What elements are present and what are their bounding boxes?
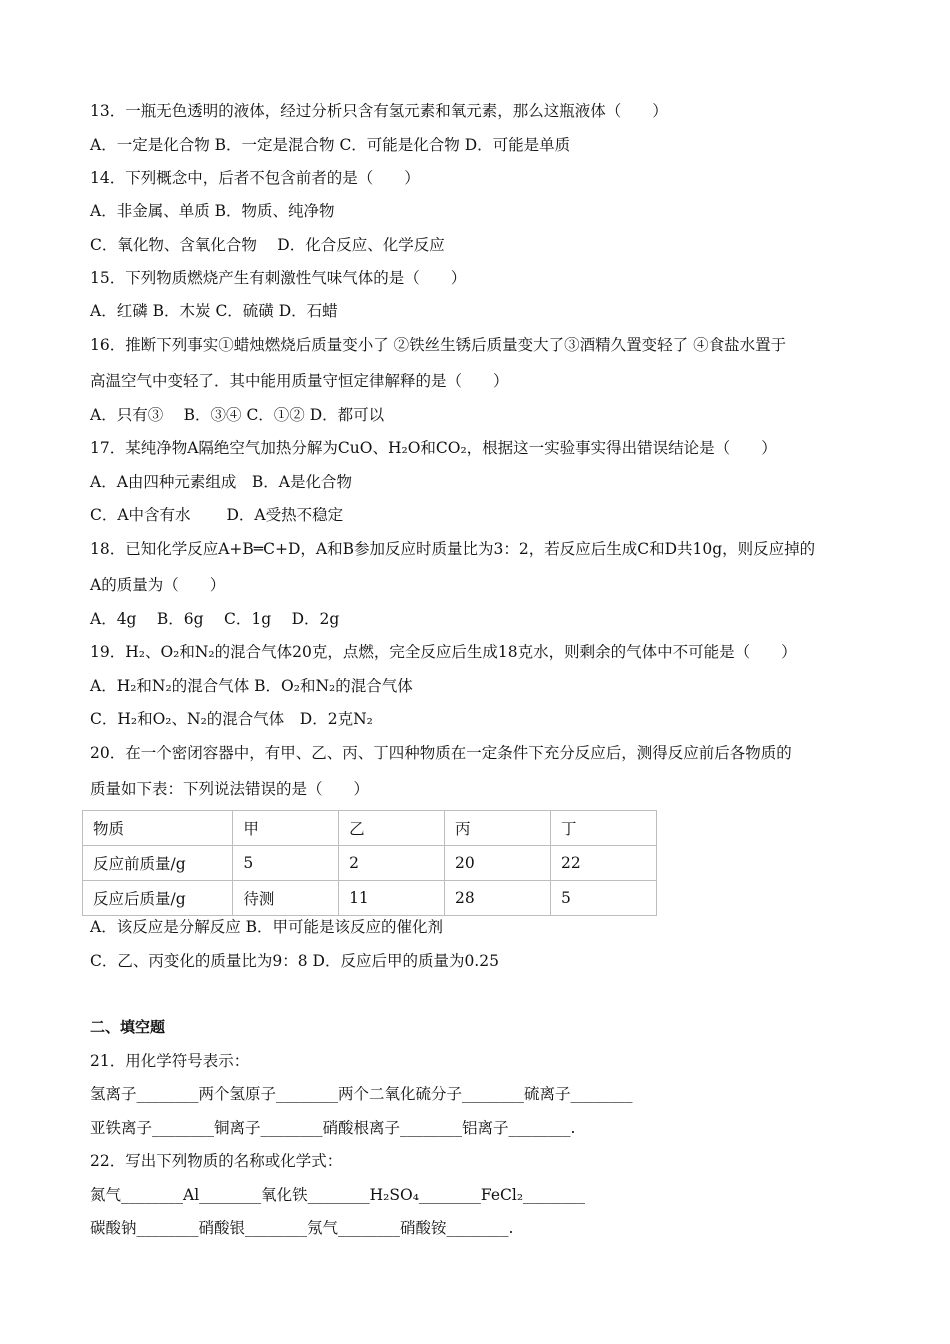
table-cell: 2 (339, 846, 445, 881)
table-cell: 28 (445, 881, 551, 916)
q22-blanks-line-1: 氮气________Al________氧化铁________H₂SO₄________FeCl₂________ (90, 1186, 586, 1204)
section-heading: 二、填空题 (90, 1018, 166, 1036)
table-header-cell: 物质 (83, 811, 233, 846)
q21-stem: 21．用化学符号表示： (90, 1052, 250, 1070)
q14-options-line-1: A．非金属、单质 B．物质、纯净物 (90, 202, 335, 220)
q16-stem-line-1: 16．推断下列事实①蜡烛燃烧后质量变小了 ②铁丝生锈后质量变大了③酒精久置变轻了 ④食盐水置于 (90, 336, 787, 354)
table-header-cell: 丁 (551, 811, 657, 846)
q18-stem-line-2: A的质量为（ ） (90, 576, 226, 594)
q14-stem: 14．下列概念中，后者不包含前者的是（ ） (90, 169, 420, 187)
q13-stem: 13．一瓶无色透明的液体，经过分析只含有氢元素和氧元素，那么这瓶液体（ ） (90, 102, 668, 120)
q13-options: A．一定是化合物 B．一定是混合物 C．可能是化合物 D．可能是单质 (90, 136, 571, 154)
q20-options-line-2: C．乙、丙变化的质量比为9：8 D．反应后甲的质量为0.25 (90, 952, 499, 970)
q22-stem: 22．写出下列物质的名称或化学式： (90, 1152, 343, 1170)
table-cell: 待测 (233, 881, 339, 916)
q20-stem-line-1: 20．在一个密闭容器中，有甲、乙、丙、丁四种物质在一定条件下充分反应后，测得反应前后各物质的 (90, 744, 792, 762)
table-row (83, 881, 657, 916)
table-row (83, 846, 657, 881)
table-cell: 5 (233, 846, 339, 881)
table-cell: 20 (445, 846, 551, 881)
table-header-cell: 乙 (339, 811, 445, 846)
q18-options: A．4g B．6g C．1g D．2g (90, 610, 340, 628)
table-header-cell: 甲 (233, 811, 339, 846)
q19-options-line-1: A．H₂和N₂的混合气体 B．O₂和N₂的混合气体 (90, 677, 413, 695)
table-cell: 反应后质量/g (83, 881, 233, 916)
q19-stem: 19．H₂、O₂和N₂的混合气体20克，点燃，完全反应后生成18克水，则剩余的气体中不可能是（ ） (90, 643, 797, 661)
q15-options: A．红磷 B．木炭 C．硫磺 D．石蜡 (90, 302, 338, 320)
q17-options-line-1: A．A由四种元素组成 B．A是化合物 (90, 473, 352, 491)
table-cell: 22 (551, 846, 657, 881)
table-cell: 5 (551, 881, 657, 916)
q15-stem: 15．下列物质燃烧产生有刺激性气味气体的是（ ） (90, 269, 467, 287)
q20-options-line-1: A．该反应是分解反应 B．甲可能是该反应的催化剂 (90, 918, 444, 936)
q16-options: A．只有③ B．③④ C．①② D．都可以 (90, 406, 385, 424)
q17-options-line-2: C．A中含有水 D．A受热不稳定 (90, 506, 344, 524)
q21-blanks-line-2: 亚铁离子________铜离子________硝酸根离子________铝离子________. (90, 1119, 576, 1137)
q18-stem-line-1: 18．已知化学反应A+B═C+D，A和B参加反应时质量比为3：2，若反应后生成C和D共10g，则反应掉的 (90, 540, 816, 558)
table-cell: 11 (339, 881, 445, 916)
q14-options-line-2: C．氧化物、含氧化合物 D．化合反应、化学反应 (90, 236, 445, 254)
q21-blanks-line-1: 氢离子________两个氢原子________两个二氧化硫分子________硫离子________ (90, 1085, 633, 1103)
table-cell: 反应前质量/g (83, 846, 233, 881)
table-header-cell: 丙 (445, 811, 551, 846)
q22-blanks-line-2: 碳酸钠________硝酸银________氖气________硝酸铵________. (90, 1219, 514, 1237)
table-header-row (83, 811, 657, 846)
mass-table (82, 810, 657, 916)
q19-options-line-2: C．H₂和O₂、N₂的混合气体 D．2克N₂ (90, 710, 373, 728)
q16-stem-line-2: 高温空气中变轻了．其中能用质量守恒定律解释的是（ ） (90, 372, 509, 390)
q20-stem-line-2: 质量如下表：下列说法错误的是（ ） (90, 780, 370, 798)
q17-stem: 17．某纯净物A隔绝空气加热分解为CuO、H₂O和CO₂，根据这一实验事实得出错误结论是（ ） (90, 439, 777, 457)
